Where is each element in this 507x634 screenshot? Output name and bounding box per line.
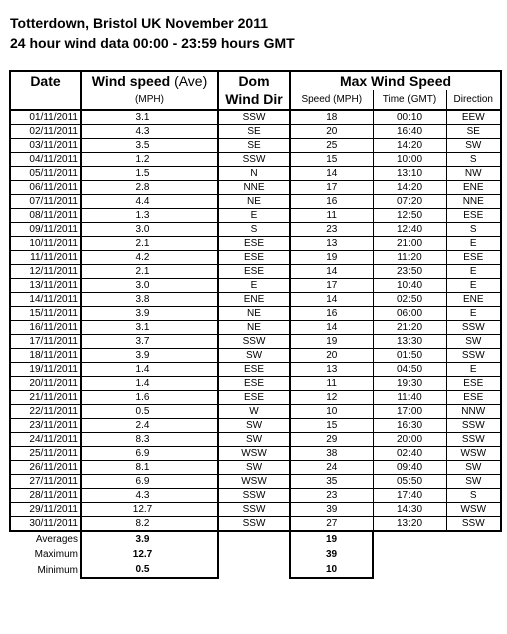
dom-wind-dir-cell: ESE	[218, 237, 290, 251]
max-direction-cell: ENE	[446, 181, 501, 195]
wind-speed-ave-cell: 3.1	[81, 110, 218, 125]
header-row-2	[10, 90, 501, 110]
wind-speed-ave-cell: 2.1	[81, 265, 218, 279]
max-direction-cell: ESE	[446, 251, 501, 265]
max-time-cell: 12:40	[373, 223, 446, 237]
table-row	[10, 391, 501, 405]
wind-speed-ave-cell: 1.4	[81, 377, 218, 391]
header-speed-mph: Speed (MPH)	[290, 90, 373, 110]
summary-max-speed: 10	[290, 562, 373, 578]
dom-wind-dir-cell: ESE	[218, 251, 290, 265]
date-cell: 04/11/2011	[10, 153, 81, 167]
wind-speed-ave-cell: 2.8	[81, 181, 218, 195]
table-row	[10, 293, 501, 307]
table-row	[10, 475, 501, 489]
date-cell: 01/11/2011	[10, 110, 81, 125]
max-direction-cell: S	[446, 223, 501, 237]
wind-speed-ave-cell: 3.7	[81, 335, 218, 349]
wind-speed-ave-cell: 6.9	[81, 447, 218, 461]
max-time-cell: 04:50	[373, 363, 446, 377]
date-cell: 21/11/2011	[10, 391, 81, 405]
max-direction-cell: ENE	[446, 293, 501, 307]
summary-label: Maximum	[10, 547, 81, 562]
dom-wind-dir-cell: SE	[218, 125, 290, 139]
table-row	[10, 517, 501, 532]
date-cell: 19/11/2011	[10, 363, 81, 377]
summary-label: Averages	[10, 531, 81, 547]
max-direction-cell: E	[446, 265, 501, 279]
table-row	[10, 405, 501, 419]
max-direction-cell: EEW	[446, 110, 501, 125]
wind-data-table	[9, 70, 502, 579]
max-speed-cell: 13	[290, 363, 373, 377]
title-time-range: 24 hour wind data 00:00 - 23:59 hours GMT	[10, 35, 295, 51]
max-direction-cell: SW	[446, 475, 501, 489]
dom-wind-dir-cell: SSW	[218, 517, 290, 532]
summary-max-speed: 19	[290, 531, 373, 547]
date-cell: 14/11/2011	[10, 293, 81, 307]
table-row	[10, 461, 501, 475]
max-speed-cell: 14	[290, 321, 373, 335]
table-row	[10, 265, 501, 279]
header-dom: Dom	[218, 71, 290, 90]
max-time-cell: 19:30	[373, 377, 446, 391]
header-wind-speed	[81, 71, 218, 90]
table-row	[10, 307, 501, 321]
max-time-cell: 01:50	[373, 349, 446, 363]
wind-speed-ave-cell: 0.5	[81, 405, 218, 419]
table-row	[10, 335, 501, 349]
wind-speed-ave-cell: 4.2	[81, 251, 218, 265]
date-cell: 30/11/2011	[10, 517, 81, 532]
date-cell: 27/11/2011	[10, 475, 81, 489]
wind-speed-ave-cell: 1.4	[81, 363, 218, 377]
max-speed-cell: 29	[290, 433, 373, 447]
dom-wind-dir-cell: E	[218, 279, 290, 293]
wind-speed-ave-cell: 3.0	[81, 279, 218, 293]
dom-wind-dir-cell: ESE	[218, 265, 290, 279]
max-speed-cell: 16	[290, 195, 373, 209]
date-cell: 16/11/2011	[10, 321, 81, 335]
max-speed-cell: 25	[290, 139, 373, 153]
summary-row	[10, 562, 501, 578]
wind-speed-ave-cell: 12.7	[81, 503, 218, 517]
dom-wind-dir-cell: SW	[218, 419, 290, 433]
wind-speed-ave-cell: 6.9	[81, 475, 218, 489]
date-cell: 08/11/2011	[10, 209, 81, 223]
max-direction-cell: E	[446, 307, 501, 321]
max-speed-cell: 11	[290, 377, 373, 391]
date-cell: 28/11/2011	[10, 489, 81, 503]
max-direction-cell: SSW	[446, 321, 501, 335]
date-cell: 25/11/2011	[10, 447, 81, 461]
max-speed-cell: 15	[290, 153, 373, 167]
wind-speed-ave-cell: 1.2	[81, 153, 218, 167]
dom-wind-dir-cell: SSW	[218, 489, 290, 503]
summary-row	[10, 547, 501, 562]
max-time-cell: 21:00	[373, 237, 446, 251]
title-location-month: Totterdown, Bristol UK November 2011	[10, 15, 269, 31]
dom-wind-dir-cell: SSW	[218, 153, 290, 167]
date-cell: 09/11/2011	[10, 223, 81, 237]
table-row	[10, 209, 501, 223]
date-cell: 03/11/2011	[10, 139, 81, 153]
dom-wind-dir-cell: E	[218, 209, 290, 223]
dom-wind-dir-cell: SE	[218, 139, 290, 153]
max-direction-cell: SW	[446, 139, 501, 153]
table-row	[10, 363, 501, 377]
table-row	[10, 237, 501, 251]
max-time-cell: 12:50	[373, 209, 446, 223]
dom-wind-dir-cell: SSW	[218, 110, 290, 125]
wind-speed-ave-cell: 3.9	[81, 349, 218, 363]
header-direction: Direction	[446, 90, 501, 110]
header-wind-speed-ave: (Ave)	[174, 73, 208, 89]
max-direction-cell: SW	[446, 461, 501, 475]
summary-wind-speed: 3.9	[81, 531, 218, 547]
max-speed-cell: 24	[290, 461, 373, 475]
date-cell: 20/11/2011	[10, 377, 81, 391]
max-speed-cell: 10	[290, 405, 373, 419]
dom-wind-dir-cell: NE	[218, 195, 290, 209]
table-row	[10, 321, 501, 335]
max-direction-cell: SSW	[446, 349, 501, 363]
max-speed-cell: 27	[290, 517, 373, 532]
max-time-cell: 14:20	[373, 139, 446, 153]
date-cell: 13/11/2011	[10, 279, 81, 293]
max-time-cell: 02:40	[373, 447, 446, 461]
summary-row	[10, 531, 501, 547]
dom-wind-dir-cell: SW	[218, 433, 290, 447]
date-cell: 17/11/2011	[10, 335, 81, 349]
date-cell: 05/11/2011	[10, 167, 81, 181]
max-time-cell: 17:00	[373, 405, 446, 419]
max-speed-cell: 19	[290, 335, 373, 349]
max-time-cell: 00:10	[373, 110, 446, 125]
wind-speed-ave-cell: 2.4	[81, 419, 218, 433]
max-time-cell: 11:40	[373, 391, 446, 405]
max-direction-cell: NNW	[446, 405, 501, 419]
max-time-cell: 09:40	[373, 461, 446, 475]
max-direction-cell: NNE	[446, 195, 501, 209]
wind-speed-ave-cell: 3.1	[81, 321, 218, 335]
max-time-cell: 02:50	[373, 293, 446, 307]
max-speed-cell: 35	[290, 475, 373, 489]
header-max-wind-speed: Max Wind Speed	[290, 71, 501, 90]
table-row	[10, 433, 501, 447]
max-direction-cell: ESE	[446, 209, 501, 223]
dom-wind-dir-cell: S	[218, 223, 290, 237]
header-wind-dir: Wind Dir	[218, 90, 290, 110]
max-speed-cell: 23	[290, 489, 373, 503]
wind-speed-ave-cell: 8.3	[81, 433, 218, 447]
max-direction-cell: ESE	[446, 377, 501, 391]
table-row	[10, 110, 501, 125]
date-cell: 22/11/2011	[10, 405, 81, 419]
header-time-gmt: Time (GMT)	[373, 90, 446, 110]
max-direction-cell: S	[446, 153, 501, 167]
date-cell: 15/11/2011	[10, 307, 81, 321]
header-date: Date	[10, 71, 81, 90]
header-row-1	[10, 71, 501, 90]
max-direction-cell: E	[446, 363, 501, 377]
max-speed-cell: 17	[290, 181, 373, 195]
dom-wind-dir-cell: WSW	[218, 475, 290, 489]
date-cell: 23/11/2011	[10, 419, 81, 433]
table-row	[10, 167, 501, 181]
wind-speed-ave-cell: 3.8	[81, 293, 218, 307]
table-row	[10, 279, 501, 293]
wind-speed-ave-cell: 1.3	[81, 209, 218, 223]
table-row	[10, 419, 501, 433]
max-speed-cell: 17	[290, 279, 373, 293]
max-time-cell: 20:00	[373, 433, 446, 447]
date-cell: 12/11/2011	[10, 265, 81, 279]
max-direction-cell: E	[446, 279, 501, 293]
max-direction-cell: SW	[446, 335, 501, 349]
max-speed-cell: 23	[290, 223, 373, 237]
wind-speed-ave-cell: 3.5	[81, 139, 218, 153]
max-speed-cell: 11	[290, 209, 373, 223]
wind-speed-ave-cell: 1.6	[81, 391, 218, 405]
max-time-cell: 10:40	[373, 279, 446, 293]
date-cell: 29/11/2011	[10, 503, 81, 517]
max-time-cell: 05:50	[373, 475, 446, 489]
table-row	[10, 223, 501, 237]
table-row	[10, 125, 501, 139]
max-time-cell: 10:00	[373, 153, 446, 167]
wind-speed-ave-cell: 1.5	[81, 167, 218, 181]
wind-speed-ave-cell: 3.0	[81, 223, 218, 237]
header-wind-speed-label: Wind speed	[91, 73, 171, 89]
max-time-cell: 14:20	[373, 181, 446, 195]
date-cell: 18/11/2011	[10, 349, 81, 363]
dom-wind-dir-cell: ESE	[218, 391, 290, 405]
table-row	[10, 139, 501, 153]
wind-speed-ave-cell: 3.9	[81, 307, 218, 321]
summary-wind-speed: 12.7	[81, 547, 218, 562]
max-direction-cell: SSW	[446, 517, 501, 532]
max-speed-cell: 13	[290, 237, 373, 251]
table-row	[10, 195, 501, 209]
date-cell: 02/11/2011	[10, 125, 81, 139]
max-speed-cell: 14	[290, 167, 373, 181]
table-row	[10, 447, 501, 461]
max-speed-cell: 38	[290, 447, 373, 461]
max-speed-cell: 15	[290, 419, 373, 433]
max-time-cell: 14:30	[373, 503, 446, 517]
wind-speed-ave-cell: 4.3	[81, 125, 218, 139]
max-time-cell: 16:30	[373, 419, 446, 433]
wind-speed-ave-cell: 8.2	[81, 517, 218, 532]
max-direction-cell: ESE	[446, 391, 501, 405]
max-direction-cell: E	[446, 237, 501, 251]
max-time-cell: 21:20	[373, 321, 446, 335]
dom-wind-dir-cell: ESE	[218, 377, 290, 391]
max-time-cell: 16:40	[373, 125, 446, 139]
dom-wind-dir-cell: SSW	[218, 503, 290, 517]
max-time-cell: 13:30	[373, 335, 446, 349]
dom-wind-dir-cell: W	[218, 405, 290, 419]
max-speed-cell: 39	[290, 503, 373, 517]
dom-wind-dir-cell: NE	[218, 307, 290, 321]
max-time-cell: 13:10	[373, 167, 446, 181]
wind-speed-ave-cell: 2.1	[81, 237, 218, 251]
max-direction-cell: NW	[446, 167, 501, 181]
dom-wind-dir-cell: NE	[218, 321, 290, 335]
dom-wind-dir-cell: N	[218, 167, 290, 181]
max-direction-cell: WSW	[446, 447, 501, 461]
max-direction-cell: SSW	[446, 433, 501, 447]
table-row	[10, 503, 501, 517]
table-row	[10, 251, 501, 265]
summary-wind-speed: 0.5	[81, 562, 218, 578]
date-cell: 24/11/2011	[10, 433, 81, 447]
max-speed-cell: 20	[290, 125, 373, 139]
max-direction-cell: S	[446, 489, 501, 503]
date-cell: 07/11/2011	[10, 195, 81, 209]
dom-wind-dir-cell: WSW	[218, 447, 290, 461]
table-row	[10, 181, 501, 195]
max-time-cell: 23:50	[373, 265, 446, 279]
dom-wind-dir-cell: ENE	[218, 293, 290, 307]
max-time-cell: 13:20	[373, 517, 446, 532]
date-cell: 06/11/2011	[10, 181, 81, 195]
date-cell: 10/11/2011	[10, 237, 81, 251]
wind-speed-ave-cell: 4.3	[81, 489, 218, 503]
dom-wind-dir-cell: SW	[218, 461, 290, 475]
max-speed-cell: 16	[290, 307, 373, 321]
dom-wind-dir-cell: SSW	[218, 335, 290, 349]
wind-speed-ave-cell: 4.4	[81, 195, 218, 209]
max-time-cell: 06:00	[373, 307, 446, 321]
max-direction-cell: WSW	[446, 503, 501, 517]
dom-wind-dir-cell: ESE	[218, 363, 290, 377]
max-direction-cell: SE	[446, 125, 501, 139]
max-speed-cell: 18	[290, 110, 373, 125]
dom-wind-dir-cell: NNE	[218, 181, 290, 195]
max-speed-cell: 20	[290, 349, 373, 363]
table-row	[10, 489, 501, 503]
dom-wind-dir-cell: SW	[218, 349, 290, 363]
summary-label: Minimum	[10, 562, 81, 578]
max-time-cell: 11:20	[373, 251, 446, 265]
max-time-cell: 07:20	[373, 195, 446, 209]
max-speed-cell: 14	[290, 265, 373, 279]
max-time-cell: 17:40	[373, 489, 446, 503]
table-row	[10, 349, 501, 363]
summary-max-speed: 39	[290, 547, 373, 562]
header-unit-mph: (MPH)	[81, 90, 218, 110]
table-row	[10, 377, 501, 391]
max-direction-cell: SSW	[446, 419, 501, 433]
max-speed-cell: 19	[290, 251, 373, 265]
date-cell: 11/11/2011	[10, 251, 81, 265]
max-speed-cell: 12	[290, 391, 373, 405]
max-speed-cell: 14	[290, 293, 373, 307]
wind-speed-ave-cell: 8.1	[81, 461, 218, 475]
date-cell: 26/11/2011	[10, 461, 81, 475]
table-row	[10, 153, 501, 167]
